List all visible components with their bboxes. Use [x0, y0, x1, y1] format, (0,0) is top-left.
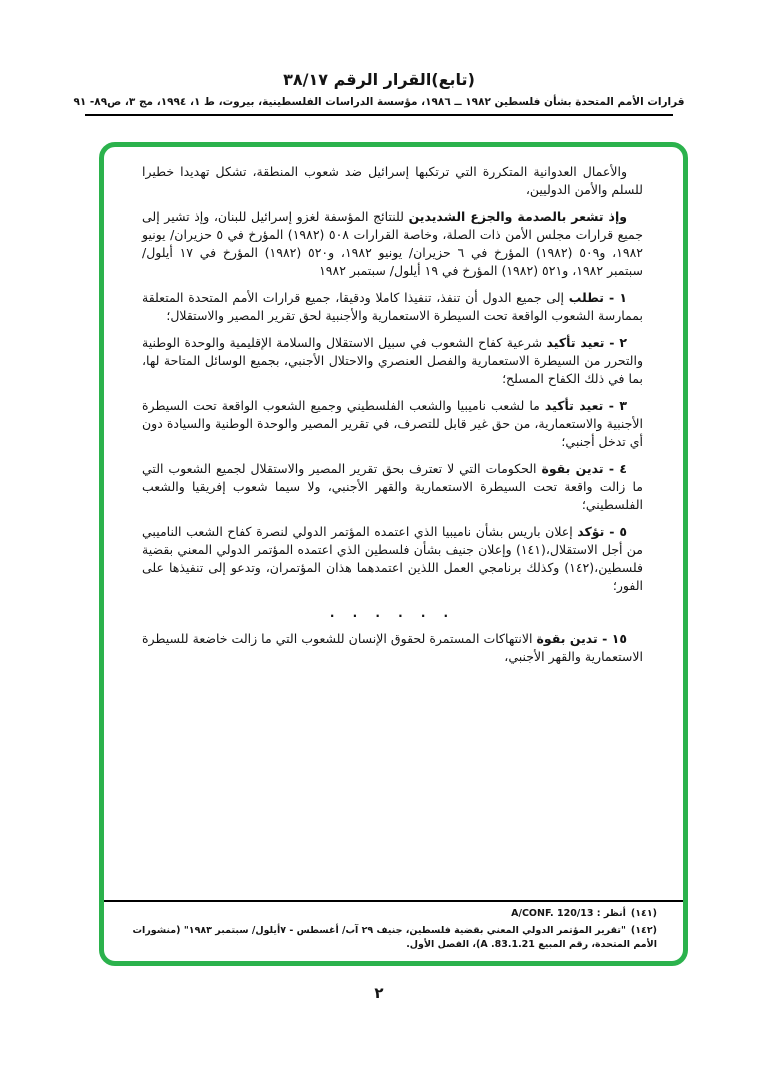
body-paragraph [142, 630, 643, 666]
footnote [120, 907, 657, 921]
source-citation: قرارات الأمم المتحدة بشأن فلسطين ١٩٨٢ ــ ١٩٨٦، مؤسسة الدراسات الفلسطينية، بيروت، ط ١، ١٩٩٤، مج ٣، ص٨٩- ٩١ [73, 96, 685, 108]
body-paragraph [142, 208, 643, 280]
paragraph-lead: ٥ - تؤكد [577, 524, 627, 539]
header-divider [85, 114, 673, 116]
paragraph-text: شرعية كفاح الشعوب في سبيل الاستقلال والسلامة الإقليمية والوحدة الوطنية والتحرر من السيطرة الاستعمارية والفصل العنصري والاحتلال الأجنبي، بجميع الوسائل المتاحة لها، بما في ذلك الكفاح المسلح؛ [142, 335, 643, 386]
paragraph-lead: ١٥ - تدين بقوة [536, 631, 627, 646]
page-number: ٢ [374, 984, 384, 1002]
body-paragraph [142, 460, 643, 514]
footnote-marker: (١٤٢) [630, 925, 657, 936]
footnote-text: أنظر : A/CONF. 120/13 [511, 908, 626, 919]
paragraph-lead: ١ - تطلب [568, 290, 627, 305]
paragraph-lead: ٢ - تعيد تأكيد [546, 335, 627, 350]
paragraph-lead: وإذ تشعر بالصدمة والجزع الشديدين [408, 209, 627, 224]
paragraph-text: للنتائج المؤسفة لغزو إسرائيل للبنان، وإذ تشير إلى جميع قرارات مجلس الأمن ذات الصلة، وخاصة القرارات ٥٠٨ (١٩٨٢) المؤرخ في ٥ حزيران/ يونيو ١٩٨٢، و٥٠٩ (١٩٨٢) المؤرخ في ٦ حزيران/ يونيو ١٩٨٢، و٥٢٠ (١٩٨٢) المؤرخ في ١٧ أيلول/ سبتمبر ١٩٨٢، و٥٢١ (١٩٨٢) المؤرخ في ١٩ أيلول/ سبتمبر ١٩٨٢ [142, 209, 644, 278]
paragraph-text: إلى جميع الدول أن تنفذ، تنفيذا كاملا ودقيقا، جميع قرارات الأمم المتحدة المتعلقة بممارسة الشعوب الواقعة تحت السيطرة الاستعمارية والأجنبية لحق تقرير المصير والاستقلال؛ [142, 290, 643, 323]
paragraph-lead: ٤ - تدين بقوة [541, 461, 627, 476]
body-paragraph [142, 397, 643, 451]
body-paragraph [142, 163, 643, 199]
footnote-marker: (١٤١) [630, 908, 657, 919]
paragraph-text: إعلان باريس بشأن ناميبيا الذي اعتمده المؤتمر الدولي لنصرة كفاح الشعب الناميبي من أجل الاستقلال،(١٤١) وإعلان جنيف بشأن فلسطين الذي اعتمده المؤتمر الدولي المعني بقضية فلسطين،(١٤٢) وكذلك برنامجي العمل اللذين اعتمدهما هذان المؤتمران، وتدعو إلى تنفيذها على الفور؛ [142, 524, 643, 593]
body-paragraph [142, 334, 643, 388]
paragraph-lead: ٣ - تعيد تأكيد [544, 398, 627, 413]
resolution-title: (تابع)القرار الرقم ٣٨/١٧ [283, 70, 475, 89]
document-frame [99, 142, 688, 966]
footnote [120, 924, 657, 952]
paragraph-text: ما لشعب ناميبيا والشعب الفلسطيني وجميع الشعوب الواقعة تحت السيطرة الأجنبية والاستعمارية، من حق غير قابل للتصرف، في تقرير المصير والوحدة الوطنية والسيادة دون أي تدخل أجنبي؛ [142, 398, 643, 449]
paragraph-text: والأعمال العدوانية المتكررة التي ترتكبها إسرائيل ضد شعوب المنطقة، تشكل تهديدا خطيرا للسلم والأمن الدوليين، [142, 164, 643, 197]
body-paragraph [142, 289, 643, 325]
footnote-text: "تقرير المؤتمر الدولي المعني بقضية فلسطين، جنيف ٢٩ آب/ أغسطس - ٧أيلول/ سبتمبر ١٩٨٣" (منشورات الأمم المتحدة، رقم المبيع A .83.1.21)، الفصل الأول. [132, 925, 657, 950]
paragraph-text: الحكومات التي لا تعترف بحق تقرير المصير والاستقلال لجميع الشعوب التي ما زالت واقعة تحت السيطرة الاستعمارية والقهر الأجنبي، ولا سيما شعوب إفريقيا والشعب الفلسطيني؛ [142, 461, 643, 512]
body-paragraph [142, 523, 643, 595]
paragraph-text: الانتهاكات المستمرة لحقوق الإنسان للشعوب التي ما زالت خاضعة للسيطرة الاستعمارية والقهر الأجنبي، [142, 631, 643, 664]
ellipsis-dots: . . . . . . [329, 606, 456, 620]
footnotes-section [104, 900, 683, 955]
page-header [0, 70, 758, 116]
resolution-body [142, 163, 643, 666]
